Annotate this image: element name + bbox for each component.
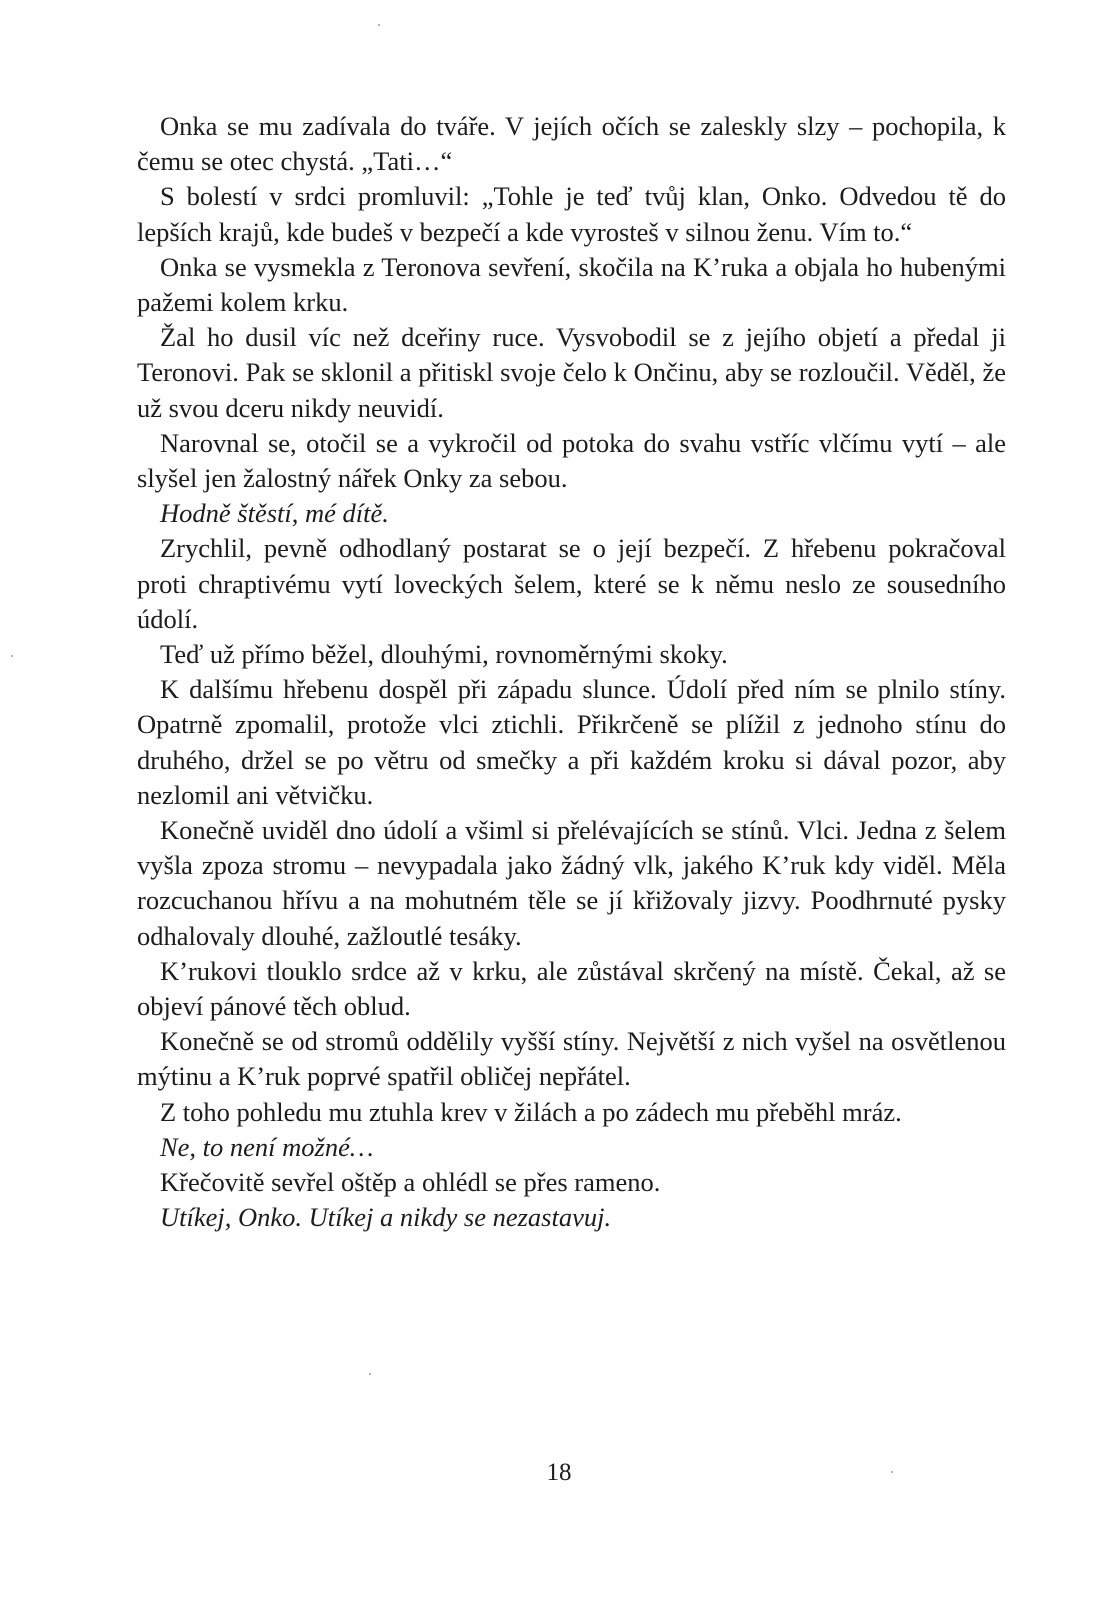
paragraph-16-italic: Utíkej, Onko. Utíkej a nikdy se nezastavuj. [160, 1202, 612, 1233]
body-text [137, 109, 1006, 1236]
paragraph-4: Žal ho dusil víc než dceřiny ruce. Vysvobodil se z jejího objetí a předal ji Teronovi. Pak se sklonil a přitiskl svoje čelo k Ončinu, aby se rozloučil. Věděl, že už svou dceru nikdy neuvidí. [137, 322, 1006, 423]
paragraph-9: K dalšímu hřebenu dospěl při západu slunce. Údolí před ním se plnilo stíny. Opatrně zpomalil, protože vlci ztichli. Přikrčeně se plížil z jednoho stínu do druhého, držel se po větru od smečky a při každém kroku si dával pozor, aby nezlomil ani větvičku. [137, 674, 1006, 810]
paragraph-7: Zrychlil, pevně odhodlaný postarat se o její bezpečí. Z hřebenu pokračoval proti chraptivému vytí loveckých šelem, které se k němu neslo ze sousedního údolí. [137, 533, 1006, 634]
paragraph-10: Konečně uviděl dno údolí a všiml si přelévajících se stínů. Vlci. Jedna z šelem vyšla zpoza stromu – nevypadala jako žádný vlk, jakého K’ruk kdy viděl. Měla rozcuchanou hřívu a na mohutném těle se jí křižovaly jizvy. Poodhrnuté pysky odhalovaly dlouhé, zažloutlé tesáky. [137, 815, 1006, 951]
paragraph-12: Konečně se od stromů oddělily vyšší stíny. Největší z nich vyšel na osvětlenou mýtinu a K’ruk poprvé spatřil obličej nepřátel. [137, 1026, 1006, 1092]
paragraph-1: Onka se mu zadívala do tváře. V jejích očích se zaleskly slzy – pochopila, k čemu se otec chystá. „Tati…“ [137, 111, 1006, 177]
paragraph-11: K’rukovi tlouklo srdce až v krku, ale zůstával skrčený na místě. Čekal, až se objeví pánové těch oblud. [137, 955, 1006, 1022]
paragraph-8: Teď už přímo běžel, dlouhými, rovnoměrnými skoky. [160, 639, 728, 670]
scan-speck [11, 655, 13, 657]
paragraph-13: Z toho pohledu mu ztuhla krev v žilách a po zádech mu přeběhl mráz. [160, 1096, 902, 1127]
paragraph-14-italic: Ne, to není možné… [160, 1131, 374, 1162]
scan-speck [378, 24, 380, 26]
paragraph-15: Křečovitě sevřel oštěp a ohlédl se přes rameno. [160, 1167, 661, 1198]
scan-speck [369, 1373, 371, 1375]
paragraph-3: Onka se vysmekla z Teronova sevření, skočila na K’ruka a objala ho hubenými pažemi kolem krku. [137, 251, 1006, 318]
paragraph-6-italic: Hodně štěstí, mé dítě. [160, 498, 389, 529]
scan-speck [891, 1471, 893, 1473]
paragraph-2: S bolestí v srdci promluvil: „Tohle je teď tvůj klan, Onko. Odvedou tě do lepších krajů, kde budeš v bezpečí a kde vyrosteš v silnou ženu. Vím to.“ [137, 181, 1006, 247]
page-number: 18 [546, 1459, 572, 1486]
paragraph-5: Narovnal se, otočil se a vykročil od potoka do svahu vstříc vlčímu vytí – ale slyšel jen žalostný nářek Onky za sebou. [137, 427, 1006, 494]
